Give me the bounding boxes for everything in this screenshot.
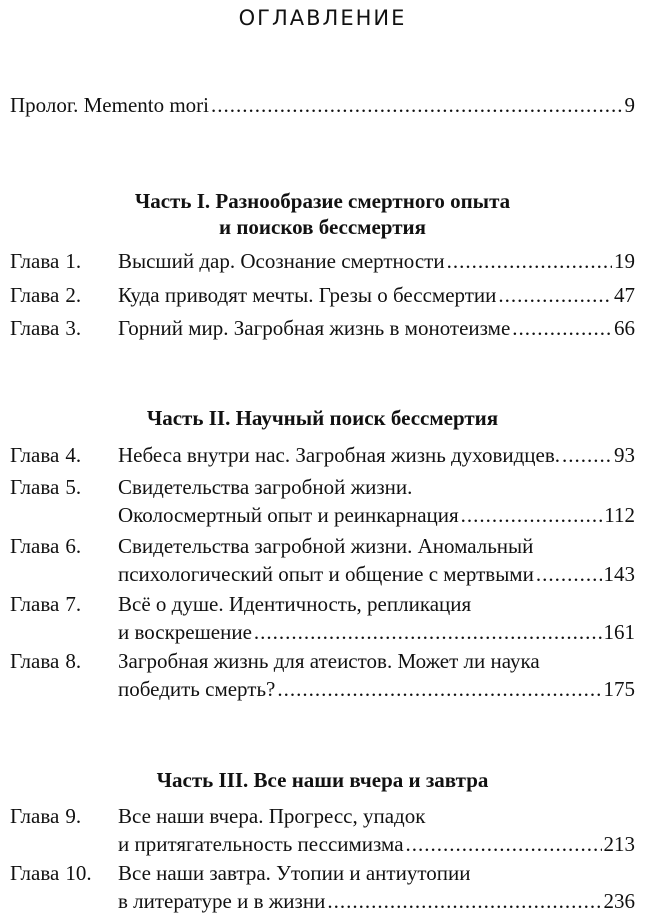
part-title: Часть III. Все наши вчера и завтра	[156, 768, 489, 792]
chapter-label: Глава 4.	[10, 443, 82, 467]
toc-entry-title: Все наши завтра. Утопии и антиутопии	[118, 861, 471, 885]
toc-entry-title: и воскрешение	[118, 620, 252, 644]
toc-entry-line	[118, 533, 635, 559]
toc-entry-line	[118, 591, 635, 617]
dot-leader	[211, 92, 622, 118]
toc-entry-line	[118, 619, 635, 645]
toc-entry-page: 143	[603, 562, 635, 586]
dot-leader	[498, 282, 612, 308]
toc-entry-title: в литературе и в жизни	[118, 889, 326, 913]
chapter-label: Глава 1.	[10, 249, 82, 273]
toc-entry-line	[118, 315, 635, 341]
toc-entry-page: 93	[614, 443, 635, 467]
toc-entry-line	[118, 248, 635, 274]
toc-entry-line	[118, 442, 635, 468]
toc-entry-page: 175	[603, 677, 635, 701]
toc-entry-title: Всё о душе. Идентичность, репликация	[118, 592, 472, 616]
toc-entry-line	[118, 474, 635, 500]
toc-entry-line	[118, 803, 635, 829]
toc-entry-page: 19	[614, 249, 635, 273]
toc-entry-title: Загробная жизнь для атеистов. Может ли наука	[118, 649, 540, 673]
toc-entry-title: психологический опыт и общение с мертвыми	[118, 562, 534, 586]
toc-entry-title: Пролог. Memento mori	[10, 93, 210, 117]
dot-leader	[327, 888, 601, 914]
toc-entry-page: 9	[624, 93, 635, 117]
toc-entry-title: Околосмертный опыт и реинкарнация	[118, 503, 459, 527]
toc-entry-title: Высший дар. Осознание смертности	[118, 249, 445, 273]
toc-entry-page: 213	[603, 832, 635, 856]
toc-entry-title: Небеса внутри нас. Загробная жизнь духовидцев.	[118, 443, 561, 467]
toc-entry-line	[118, 561, 635, 587]
toc-entry-title: Свидетельства загробной жизни. Аномальный	[118, 534, 534, 558]
toc-entry-title: и притягательность пессимизма	[118, 832, 404, 856]
toc-entry-title: победить смерть?	[118, 677, 276, 701]
toc-entry-line	[118, 860, 635, 886]
page-title: ОГЛАВЛЕНИЕ	[238, 6, 407, 30]
dot-leader	[562, 442, 612, 468]
toc-entry-title: Горний мир. Загробная жизнь в монотеизме	[118, 316, 511, 340]
chapter-label: Глава 2.	[10, 283, 82, 307]
part-title: Часть II. Научный поиск бессмертия	[146, 406, 499, 430]
toc-entry-page: 66	[614, 316, 635, 340]
chapter-label: Глава 8.	[10, 649, 82, 673]
toc-entry-line	[118, 502, 635, 528]
toc-entry-line	[118, 831, 635, 857]
chapter-label: Глава 3.	[10, 316, 82, 340]
toc-entry-page: 236	[603, 889, 635, 913]
chapter-label: Глава 7.	[10, 592, 82, 616]
part-title: и поисков бессмертия	[218, 215, 426, 239]
toc-entry-line	[118, 888, 635, 914]
toc-entry-title: Свидетельства загробной жизни.	[118, 475, 413, 499]
toc-entry-page: 112	[604, 503, 635, 527]
dot-leader	[447, 248, 612, 274]
toc-entry-line	[118, 648, 635, 674]
chapter-label: Глава 6.	[10, 534, 82, 558]
chapter-label: Глава 5.	[10, 475, 82, 499]
dot-leader	[536, 561, 602, 587]
chapter-label: Глава 9.	[10, 804, 82, 828]
toc-entry-page: 47	[614, 283, 635, 307]
toc-entry-title: Куда приводят мечты. Грезы о бессмертии	[118, 283, 497, 307]
toc-entry-line	[118, 282, 635, 308]
dot-leader	[277, 676, 601, 702]
dot-leader	[406, 831, 602, 857]
chapter-label: Глава 10.	[10, 861, 92, 885]
toc-entry-title: Все наши вчера. Прогресс, упадок	[118, 804, 426, 828]
toc-entry-page: 161	[603, 620, 635, 644]
toc-entry-line	[118, 676, 635, 702]
part-title: Часть I. Разнообразие смертного опыта	[134, 189, 511, 213]
dot-leader	[512, 315, 612, 341]
dot-leader	[254, 619, 602, 645]
dot-leader	[461, 502, 603, 528]
toc-entry-prologue[interactable]	[10, 92, 635, 118]
